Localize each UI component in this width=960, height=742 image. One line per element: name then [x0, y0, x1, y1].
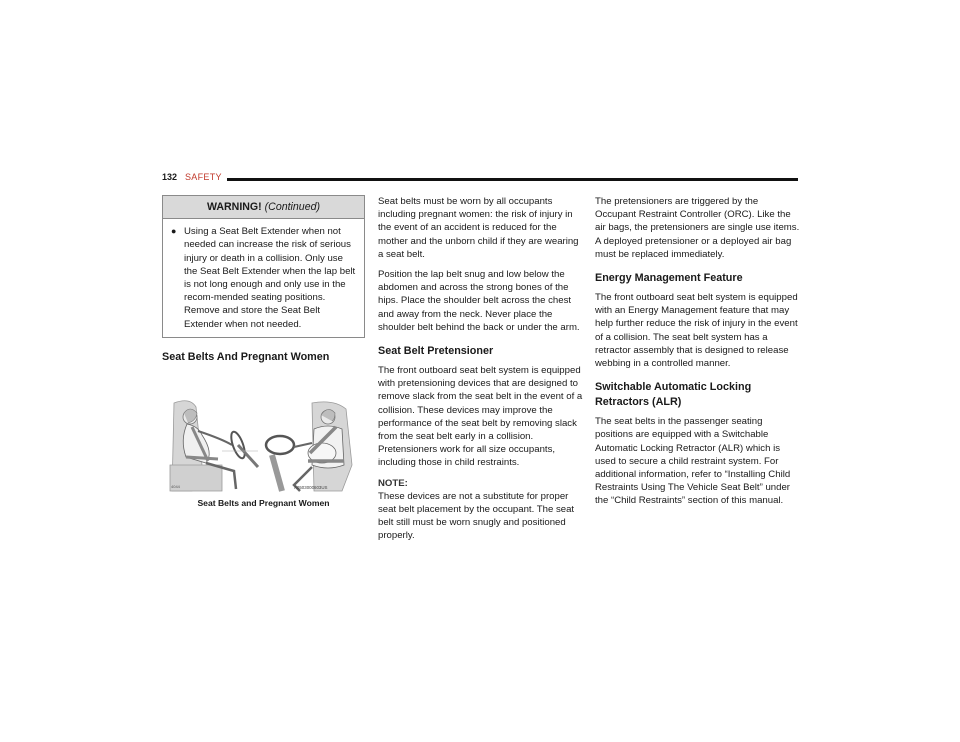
figure-caption: Seat Belts and Pregnant Women: [197, 498, 330, 509]
note-block: [378, 477, 583, 543]
page-number: 132: [162, 172, 178, 182]
section-heading-pregnant-women: Seat Belts And Pregnant Women: [162, 350, 330, 363]
note-label: NOTE:: [378, 477, 408, 489]
figure-code: A0503000603US: [294, 485, 328, 491]
bullet-icon: ●: [171, 226, 177, 237]
energy-management-paragraph: The front outboard seat belt system is equipped with an Energy Management feature that may help further reduce the risk of injury in the event of a collision. The seat belt system has a retractor assembly that is designed to release webbing in a controlled manner.: [595, 292, 798, 370]
alr-paragraph: The seat belts in the passenger seating positions are equipped with a Switchable Automatic Locking Retractor (ALR) which is used to secure a child restraint system. For additional information, refer to “Installing Child Restraints Using The Vehicle Seat Belt” under the “Child Restraints” section of this manual.: [595, 416, 791, 507]
section-label: SAFETY: [185, 172, 222, 182]
pretensioner-trigger-paragraph: The pretensioners are triggered by the Occupant Restraint Controller (ORC). Like the air bags, the pretensioners are single use items. A deployed pretensioner or a deployed air bag must be replaced immediately.: [595, 196, 800, 260]
warning-bullet-text: Using a Seat Belt Extender when not needed can increase the risk of serious injury or death in a collision. Only use the Seat Belt Extender when the lap belt is not long enough and only use in the recom-mended seating positions. Remove and store the Seat Belt Extender when not needed.: [184, 226, 356, 330]
passenger-front-illustration: [262, 397, 360, 491]
pretensioner-paragraph: The front outboard seat belt system is equipped with pretensioning devices that are designed to remove slack from the seat belt in the event of a collision. These devices may improve the performance of the seat belt by removing slack from the seat belt early in a collision. Pretensioners work for all size occupants, including those in child restraints.: [378, 365, 583, 469]
section-heading-pretensioner: Seat Belt Pretensioner: [378, 345, 494, 358]
warning-body: [163, 219, 364, 337]
column-middle: [378, 195, 583, 550]
column-right: [595, 195, 800, 515]
note-text: These devices are not a substitute for proper seat belt placement by the occupant. The seat belt still must be worn snugly and positioned properly.: [378, 490, 575, 542]
figure-pregnant-women: [162, 395, 365, 510]
header-rule: [227, 178, 798, 181]
section-heading-alr: Switchable Automatic Locking Retractors (ALR): [595, 381, 752, 409]
warning-title: WARNING!: [206, 201, 262, 213]
warning-box: [162, 195, 365, 338]
warning-header: [163, 196, 364, 219]
pregnant-women-paragraph-1: Seat belts must be worn by all occupants including pregnant women: the risk of injury in the event of an accident is reduced for the mother and the unborn child if they are wearing a seat belt.: [378, 196, 579, 260]
svg-text:4044: 4044: [171, 484, 180, 490]
page-header: [162, 172, 798, 186]
column-left: [162, 195, 365, 510]
pregnant-women-illustration: [162, 395, 365, 493]
warning-continued: (Continued): [264, 201, 321, 213]
pregnant-women-paragraph-2: Position the lap belt snug and low below the abdomen and across the strong bones of the hips. Place the shoulder belt across the chest and away from the neck. Never place the shoulder belt behind the back or under the arm.: [378, 269, 580, 333]
driver-side-illustration: [167, 397, 259, 491]
warning-bullet-item: [171, 225, 356, 331]
section-heading-energy-management: Energy Management Feature: [595, 272, 743, 285]
